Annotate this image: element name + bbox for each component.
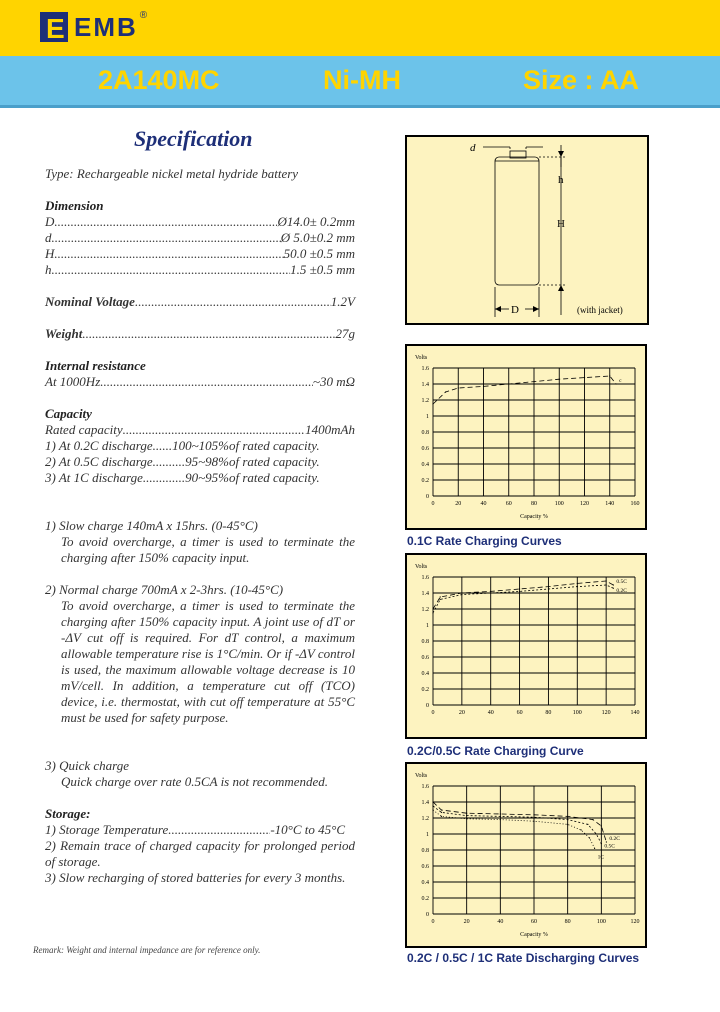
quick-charge-title: 3) Quick charge — [45, 758, 129, 773]
data-point — [500, 819, 501, 820]
x-tick-label: 40 — [480, 501, 487, 507]
y-tick-label: 0.2 — [421, 896, 429, 902]
data-point — [466, 818, 467, 819]
series-annotation: 0.5C — [616, 579, 627, 585]
data-point — [594, 848, 595, 849]
y-tick-label: 0.4 — [421, 462, 429, 468]
data-point — [466, 815, 467, 816]
y-tick-label: 1.6 — [421, 575, 429, 581]
x-tick-label: 140 — [605, 501, 615, 507]
nominal-voltage-label: Nominal Voltage — [45, 294, 135, 309]
type-value: Rechargeable nickel metal hydride battery — [76, 166, 299, 181]
y-tick-label: 0 — [426, 912, 429, 918]
capacity-line: 1) At 0.2C discharge......100~105%of rated capacity. — [45, 438, 320, 453]
data-point — [483, 386, 484, 387]
label-D: D — [511, 304, 519, 316]
ir-label: At 1000Hz — [45, 374, 101, 389]
series-annotation: 0.2C — [609, 836, 620, 842]
y-axis-label: Volts — [415, 564, 428, 570]
x-tick-label: 0 — [431, 501, 435, 507]
data-point — [601, 843, 602, 844]
series-line-0.5C — [433, 806, 601, 844]
data-point — [567, 824, 568, 825]
weight-row — [45, 326, 355, 342]
data-point — [601, 825, 602, 826]
data-point — [432, 403, 433, 404]
data-point — [500, 816, 501, 817]
y-tick-label: 0.4 — [421, 880, 429, 886]
data-point — [548, 586, 549, 587]
logo-text: EMB — [74, 11, 138, 42]
logo-mark: E — [38, 10, 70, 44]
chart-1 — [407, 555, 645, 737]
x-tick-label: 40 — [487, 710, 494, 716]
remark: Remark: Weight and internal impedance are for reference only. — [33, 945, 261, 955]
label-d: d — [470, 142, 476, 154]
data-point — [432, 801, 433, 802]
dim-value: Ø 5.0±0.2 mm — [280, 230, 355, 245]
y-tick-label: 0.4 — [421, 671, 429, 677]
x-tick-label: 0 — [431, 710, 435, 716]
y-tick-label: 1.4 — [421, 382, 429, 388]
internal-resistance-row — [45, 374, 355, 390]
label-H: H — [557, 218, 565, 230]
chart-2-caption: 0.2C / 0.5C / 1C Rate Discharging Curves — [407, 951, 640, 965]
dim-value: 50.0 ±0.5 mm — [283, 246, 355, 261]
x-tick-label: 160 — [630, 501, 640, 507]
x-tick-label: 60 — [505, 501, 512, 507]
y-tick-label: 0.2 — [421, 478, 429, 484]
data-point — [440, 596, 441, 597]
y-tick-label: 0.2 — [421, 687, 429, 693]
series-annotation: c — [619, 378, 622, 384]
normal-charge-block — [45, 582, 355, 726]
data-point — [466, 813, 467, 814]
storage-temp-label: 1) Storage Temperature — [45, 822, 169, 837]
data-point — [519, 591, 520, 592]
data-point — [548, 588, 549, 589]
label-h: h — [558, 174, 564, 186]
quick-charge-body: Quick charge over rate 0.5CA is not recommended. — [61, 774, 329, 789]
y-tick-label: 1.2 — [421, 607, 429, 613]
data-point — [432, 809, 433, 810]
data-point — [584, 377, 585, 378]
data-point — [432, 805, 433, 806]
dimension-row — [45, 246, 355, 262]
data-point — [441, 812, 442, 813]
data-point — [606, 584, 607, 585]
x-tick-label: 120 — [630, 919, 640, 925]
data-point — [519, 588, 520, 589]
series-annotation: 1C — [597, 854, 605, 861]
y-tick-label: 0 — [426, 703, 429, 709]
ir-value: ~30 mΩ — [312, 374, 355, 389]
y-tick-label: 0.6 — [421, 864, 429, 870]
x-tick-label: 140 — [630, 710, 640, 716]
x-tick-label: 120 — [601, 710, 611, 716]
chemistry: Ni-MH — [323, 65, 401, 95]
slow-charge-body: To avoid overcharge, a timer is used to terminate the charging after 150% capacity input. — [61, 534, 355, 565]
series-line-0.2C — [433, 802, 606, 842]
y-tick-label: 1.6 — [421, 784, 429, 790]
x-tick-label: 60 — [531, 919, 537, 925]
x-tick-label: 120 — [580, 501, 589, 507]
data-point — [432, 612, 433, 613]
x-tick-label: 80 — [564, 919, 571, 925]
weight-label: Weight — [45, 326, 83, 341]
y-tick-label: 0.6 — [421, 655, 429, 661]
series-annotation: 0.2C — [616, 588, 627, 595]
y-axis-label: Volts — [415, 773, 428, 779]
capacity-heading: Capacity — [45, 406, 92, 421]
rated-capacity-row — [45, 422, 355, 438]
nominal-voltage-value: 1.2V — [330, 294, 355, 309]
x-tick-label: 0 — [431, 919, 435, 925]
x-tick-label: 40 — [497, 919, 504, 925]
y-tick-label: 0.8 — [421, 848, 429, 854]
model-name: 2A140MC — [98, 65, 220, 95]
data-point — [461, 594, 462, 595]
data-point — [440, 599, 441, 600]
series-line-0.5C — [433, 581, 613, 609]
battery-diagram — [405, 135, 649, 325]
normal-charge-title: 2) Normal charge 700mA x 2-3hrs. (10-45°C) — [45, 582, 284, 597]
dim-label: h — [45, 262, 52, 277]
type-line — [45, 166, 298, 182]
chart-0 — [407, 346, 645, 528]
data-point — [592, 819, 593, 820]
x-tick-label: 80 — [545, 710, 552, 716]
x-tick-label: 20 — [455, 501, 462, 507]
y-tick-label: 1 — [426, 623, 429, 629]
chart-2 — [407, 764, 645, 946]
y-tick-label: 1 — [426, 414, 429, 420]
y-tick-label: 1.4 — [421, 800, 429, 806]
slow-charge-block — [45, 518, 355, 566]
title-bar — [0, 56, 720, 108]
y-tick-label: 1.2 — [421, 816, 429, 822]
chart-1-frame — [405, 553, 647, 739]
normal-charge-body: To avoid overcharge, a timer is used to terminate the charging after 150% capacity input. A joint use of dT or -ΔV cut off is required. For dT control, a maximum allowable temperature rise is 1°C/min. Or if -ΔV control is used, the maximum allowable voltage decrease is 10 mV/cell. In addition, a temperature cut off (TCO) device, i.e. thermostat, with cut off temperature at 55°C must be used for safety purpose. — [61, 598, 355, 725]
dim-label: H — [45, 246, 55, 261]
battery-size: Size : AA — [523, 65, 640, 95]
data-point — [587, 824, 588, 825]
y-axis-label: Volts — [415, 355, 428, 361]
type-label: Type: — [45, 166, 74, 181]
page-title: Specification — [134, 126, 253, 151]
data-point — [567, 816, 568, 817]
data-point — [589, 837, 590, 838]
storage-item: 2) Remain trace of charged capacity for prolonged period of storage. — [45, 838, 355, 869]
capacity-line: 3) At 1C discharge.............90~95%of rated capacity. — [45, 470, 320, 485]
dimension-row — [45, 230, 355, 246]
x-tick-label: 100 — [572, 710, 582, 716]
y-tick-label: 0.6 — [421, 446, 429, 452]
data-point — [533, 821, 534, 822]
data-point — [500, 813, 501, 814]
battery-body — [495, 157, 539, 285]
data-point — [577, 586, 578, 587]
y-tick-label: 1.6 — [421, 366, 429, 372]
label-jacket: (with jacket) — [577, 305, 623, 315]
rated-capacity-label: Rated capacity — [45, 422, 123, 437]
data-point — [615, 383, 616, 384]
y-tick-label: 0.8 — [421, 430, 429, 436]
data-point — [432, 608, 433, 609]
capacity-line: 2) At 0.5C discharge..........95~98%of rated capacity. — [45, 454, 320, 469]
storage-heading: Storage: — [45, 806, 91, 821]
data-point — [533, 817, 534, 818]
storage-item: 3) Slow recharging of stored batteries for every 3 months. — [45, 870, 346, 885]
data-point — [577, 583, 578, 584]
storage-temp-row — [45, 822, 345, 838]
dimension-row — [45, 262, 355, 278]
nominal-voltage-row — [45, 294, 355, 310]
data-point — [445, 391, 446, 392]
storage-temp-value: -10°C to 45°C — [270, 822, 345, 837]
quick-charge-block — [45, 758, 355, 790]
dimension-row — [45, 214, 355, 230]
data-point — [567, 819, 568, 820]
x-axis-label: Capacity % — [520, 514, 548, 520]
data-point — [441, 816, 442, 817]
dim-value: Ø14.0± 0.2mm — [277, 214, 355, 229]
battery-drawing — [407, 137, 647, 323]
dim-label: d — [45, 230, 52, 245]
x-axis-label: Capacity % — [520, 932, 548, 938]
data-point — [461, 592, 462, 593]
brand-logo — [38, 10, 147, 44]
internal-resistance-heading: Internal resistance — [45, 358, 146, 373]
dim-value: 1.5 ±0.5 mm — [290, 262, 355, 277]
y-tick-label: 0.8 — [421, 639, 429, 645]
data-point — [490, 592, 491, 593]
data-point — [596, 833, 597, 834]
x-tick-label: 20 — [463, 919, 470, 925]
y-tick-label: 1 — [426, 832, 429, 838]
data-point — [581, 829, 582, 830]
dim-label: D — [45, 214, 55, 229]
weight-value: 27g — [335, 326, 355, 341]
x-tick-label: 60 — [516, 710, 523, 716]
dimension-heading: Dimension — [45, 198, 104, 213]
data-point — [613, 588, 614, 589]
data-point — [533, 814, 534, 815]
data-point — [606, 841, 607, 842]
data-point — [508, 383, 509, 384]
y-tick-label: 1.4 — [421, 591, 429, 597]
rated-capacity-value: 1400mAh — [305, 422, 355, 437]
chart-2-frame — [405, 762, 647, 948]
series-annotation: 0.5C — [604, 843, 615, 850]
data-point — [533, 381, 534, 382]
registered-mark: ® — [139, 10, 148, 21]
x-tick-label: 80 — [531, 501, 537, 507]
top-banner — [0, 0, 720, 56]
data-point — [609, 375, 610, 376]
y-tick-label: 0 — [426, 494, 429, 500]
x-tick-label: 100 — [596, 919, 606, 925]
series-line-1C — [433, 810, 595, 848]
data-point — [490, 591, 491, 592]
data-point — [613, 584, 614, 585]
chart-0-frame — [405, 344, 647, 530]
y-tick-label: 1.2 — [421, 398, 429, 404]
data-point — [559, 379, 560, 380]
chart-1-caption: 0.2C/0.5C Rate Charging Curve — [407, 744, 584, 758]
data-point — [458, 387, 459, 388]
data-point — [606, 580, 607, 581]
chart-0-caption: 0.1C Rate Charging Curves — [407, 534, 562, 548]
slow-charge-title: 1) Slow charge 140mA x 15hrs. (0-45°C) — [45, 518, 258, 533]
x-tick-label: 100 — [554, 501, 564, 507]
x-tick-label: 20 — [458, 710, 465, 716]
data-point — [441, 809, 442, 810]
